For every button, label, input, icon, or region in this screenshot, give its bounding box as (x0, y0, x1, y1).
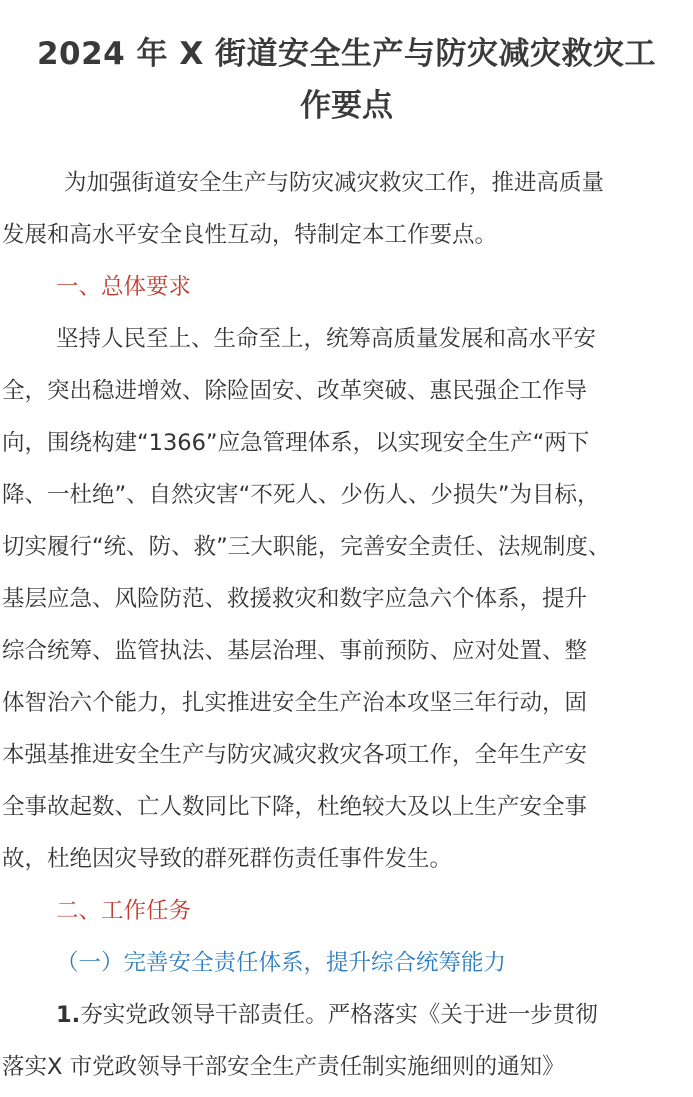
body-line-9: 本强基推进安全生产与防灾减灾救灾各项工作，全年生产安 (2, 742, 588, 768)
body-line-11: 故，杜绝因灾导致的群死群伤责任事件发生。 (2, 846, 453, 872)
item-1-text: 夯实党政领导干部责任。严格落实《关于进一步贯彻 (80, 1002, 598, 1028)
body-line-4: 降、一杜绝”、自然灾害“不死人、少伤人、少损失”为目标， (2, 482, 600, 508)
body-line-8: 体智治六个能力，扎实推进安全生产治本攻坚三年行动，固 (2, 690, 588, 716)
intro-paragraph (2, 157, 692, 209)
item-1-number: 1. (56, 1002, 81, 1028)
item-1-line-2: 落实X 市党政领导干部安全生产责任制实施细则的通知》 (2, 1054, 565, 1080)
document-title-line-1: 2024 年 X 街道安全生产与防灾减灾救灾工 (36, 36, 657, 72)
intro-line-1: 为加强街道安全生产与防灾减灾救灾工作，推进高质量 (64, 170, 605, 196)
body-paragraph-line (2, 313, 692, 365)
item-1-line-1 (2, 989, 692, 1041)
body-line-5: 切实履行“统、防、救”三大职能，完善安全责任、法规制度、 (2, 534, 611, 560)
body-line-3: 向，围绕构建“1366”应急管理体系，以实现安全生产“两下 (2, 430, 590, 456)
body-line-2: 全，突出稳进增效、除险固安、改革突破、惠民强企工作导 (2, 378, 588, 404)
section-heading-work-tasks: 二、工作任务 (56, 898, 192, 924)
document-title-line-2: 作要点 (300, 88, 393, 124)
body-line-10: 全事故起数、亡人数同比下降，杜绝较大及以上生产安全事 (2, 794, 588, 820)
subsection-heading-responsibility-system: （一）完善安全责任体系，提升综合统筹能力 (56, 950, 507, 976)
intro-line-2: 发展和高水平安全良性互动，特制定本工作要点。 (2, 222, 498, 248)
body-line-6: 基层应急、风险防范、救援救灾和数字应急六个体系，提升 (2, 586, 588, 612)
section-heading-overall-requirements: 一、总体要求 (56, 274, 192, 300)
body-line-7: 综合统筹、监管执法、基层治理、事前预防、应对处置、整 (2, 638, 588, 664)
body-line-1: 坚持人民至上、生命至上，统筹高质量发展和高水平安 (56, 326, 597, 352)
